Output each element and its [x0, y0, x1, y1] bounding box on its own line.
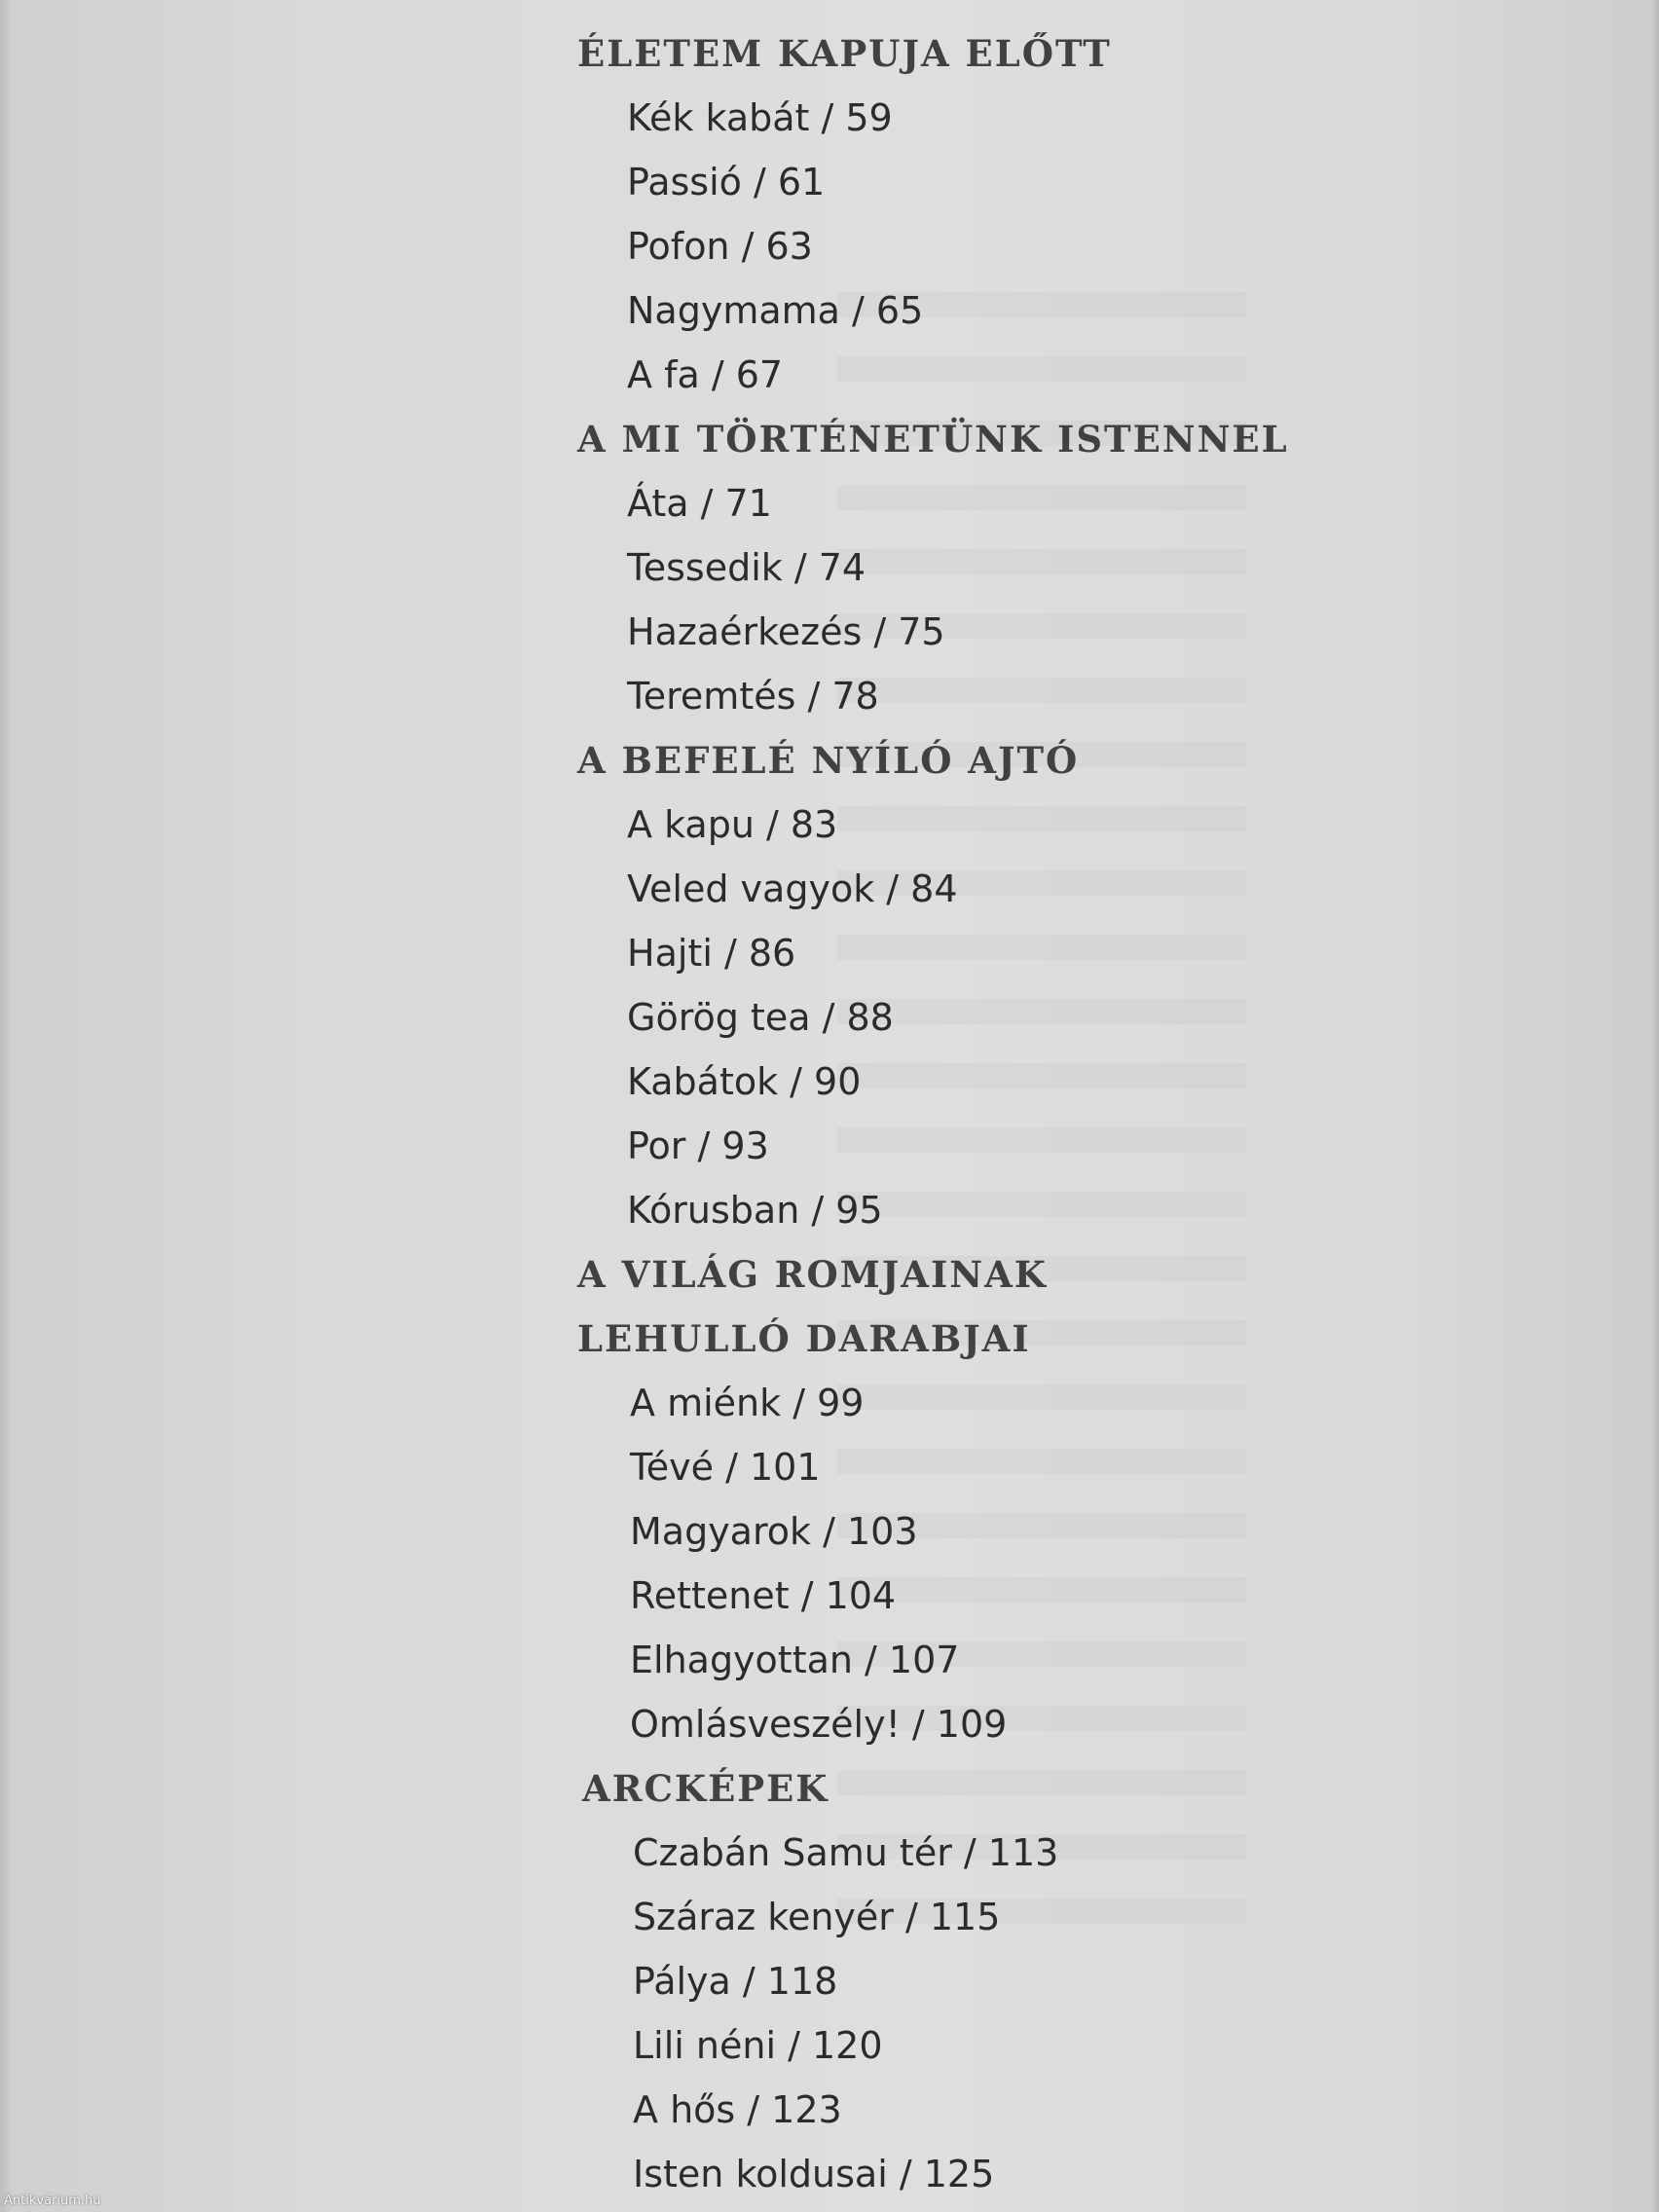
section-title: ARCKÉPEK — [582, 1767, 830, 1810]
section-title-line-1: A VILÁG ROMJAINAK — [577, 1253, 1048, 1296]
toc-entry: Kórusban / 95 — [627, 1189, 883, 1232]
toc-section — [577, 21, 1454, 407]
toc-entry: Áta / 71 — [627, 482, 772, 525]
toc-section — [577, 728, 1454, 1242]
toc-entry: A miénk / 99 — [630, 1382, 865, 1424]
toc-entry: Száraz kenyér / 115 — [633, 1896, 1001, 1938]
toc-entry: Magyarok / 103 — [630, 1510, 918, 1553]
toc-entry: Isten koldusai / 125 — [633, 2153, 995, 2195]
toc-entry: Rettenet / 104 — [630, 1574, 897, 1617]
toc-entry: Omlásveszély! / 109 — [630, 1703, 1008, 1746]
toc-entry: Veled vagyok / 84 — [627, 867, 958, 910]
toc-entry: A fa / 67 — [627, 353, 784, 396]
toc-entry: Passió / 61 — [627, 161, 826, 203]
toc-entry: A hős / 123 — [633, 2088, 842, 2131]
section-title: A BEFELÉ NYÍLÓ AJTÓ — [577, 739, 1080, 782]
toc-entry: Tévé / 101 — [630, 1446, 821, 1489]
table-of-contents — [577, 21, 1454, 2206]
section-title: A MI TÖRTÉNETÜNK ISTENNEL — [577, 418, 1289, 461]
page-left-edge — [0, 0, 12, 2212]
toc-entry: Elhagyottan / 107 — [630, 1639, 960, 1681]
toc-section — [577, 407, 1454, 728]
toc-entry: Tessedik / 74 — [627, 546, 866, 589]
toc-entry: Czabán Samu tér / 113 — [633, 1831, 1059, 1874]
section-title-line-2: LEHULLÓ DARABJAI — [577, 1317, 1031, 1360]
toc-section — [577, 1242, 1454, 1756]
toc-entry: Kabátok / 90 — [627, 1060, 862, 1103]
toc-entry: Nagymama / 65 — [627, 289, 924, 332]
page-right-edge — [1651, 0, 1659, 2212]
section-title: ÉLETEM KAPUJA ELŐTT — [577, 32, 1112, 75]
toc-entry: Lili néni / 120 — [633, 2024, 883, 2067]
toc-entry: Kék kabát / 59 — [627, 96, 893, 139]
toc-entry: Por / 93 — [627, 1124, 769, 1167]
toc-section — [577, 1756, 1454, 2206]
toc-entry: A kapu / 83 — [627, 803, 838, 846]
toc-entry: Pálya / 118 — [633, 1960, 838, 2003]
toc-entry: Teremtés / 78 — [627, 675, 879, 718]
toc-entry: Hajti / 86 — [627, 932, 796, 975]
toc-entry: Pofon / 63 — [627, 225, 813, 268]
watermark: Antikvárium.hu — [4, 2194, 101, 2208]
toc-entry: Görög tea / 88 — [627, 996, 894, 1039]
toc-entry: Hazaérkezés / 75 — [627, 610, 945, 653]
